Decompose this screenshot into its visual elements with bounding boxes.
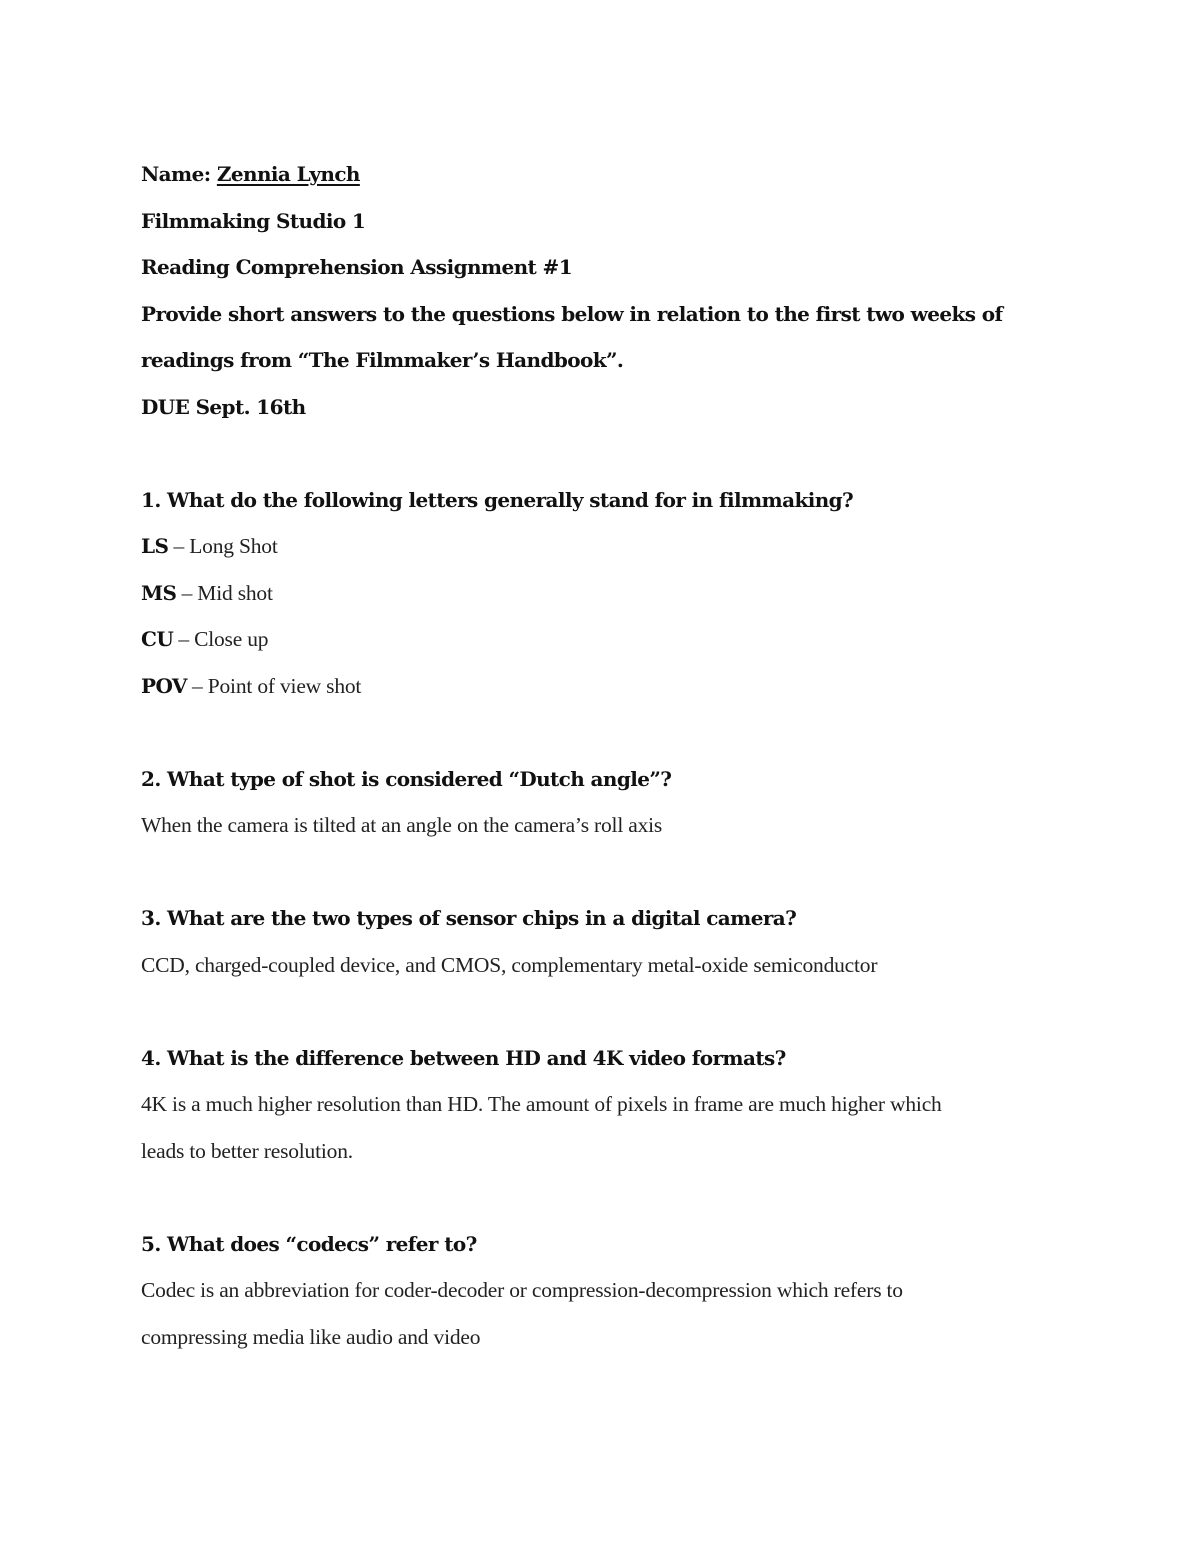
instructions-line-2: readings from “The Filmmaker’s Handbook”. xyxy=(141,348,624,372)
answer-2-line-1: When the camera is tilted at an angle on the camera’s roll axis xyxy=(141,813,663,837)
answer-separator: – xyxy=(173,627,195,651)
answer-3-line-1: CCD, charged-coupled device, and CMOS, complementary metal-oxide semiconductor xyxy=(141,952,878,977)
due-date: DUE Sept. 16th xyxy=(141,394,306,419)
spacer xyxy=(141,993,1101,1040)
name-label: Name: xyxy=(141,162,217,186)
question-5: 5. What does “codecs” refer to? xyxy=(141,1231,477,1256)
spacer xyxy=(141,435,1101,482)
answer-text: Long Shot xyxy=(189,534,278,558)
answer-separator: – xyxy=(168,534,190,558)
answer-abbr: POV xyxy=(141,673,187,698)
answer-text: Close up xyxy=(194,627,269,651)
spacer xyxy=(141,854,1101,901)
answer-4-line-1: 4K is a much higher resolution than HD. The amount of pixels in frame are much higher which xyxy=(141,1092,942,1116)
assignment-title: Reading Comprehension Assignment #1 xyxy=(141,255,573,279)
answer-5-line-2: compressing media like audio and video xyxy=(141,1324,481,1349)
answer-item-pov xyxy=(141,668,1101,715)
document-page xyxy=(141,156,1101,1365)
answer-separator: – xyxy=(176,580,198,605)
answer-text: Point of view shot xyxy=(207,673,362,698)
question-2: 2. What type of shot is considered “Dutch angle”? xyxy=(141,766,672,791)
course-title: Filmmaking Studio 1 xyxy=(141,208,366,233)
name-line xyxy=(141,156,1101,203)
spacer xyxy=(141,714,1101,761)
question-1: 1. What do the following letters generally stand for in filmmaking? xyxy=(141,487,854,512)
instructions-line-1: Provide short answers to the questions below in relation to the first two weeks of xyxy=(141,301,1003,326)
answer-text: Mid shot xyxy=(197,580,273,605)
question-4: 4. What is the difference between HD and 4K video formats? xyxy=(141,1045,786,1070)
question-3: 3. What are the two types of sensor chips in a digital camera? xyxy=(141,906,797,930)
student-name: Zennia Lynch xyxy=(216,162,360,186)
answer-item-ms xyxy=(141,575,1101,622)
answer-item-ls xyxy=(141,528,1101,575)
answer-abbr: MS xyxy=(141,580,177,605)
answer-4-line-2: leads to better resolution. xyxy=(141,1138,353,1163)
answer-separator: – xyxy=(186,673,208,698)
answer-5-line-1: Codec is an abbreviation for coder-decoder or compression-decompression which refers to xyxy=(141,1278,903,1302)
spacer xyxy=(141,1179,1101,1226)
answer-abbr: LS xyxy=(141,534,169,558)
answer-abbr: CU xyxy=(141,627,174,651)
answer-item-cu xyxy=(141,621,1101,668)
